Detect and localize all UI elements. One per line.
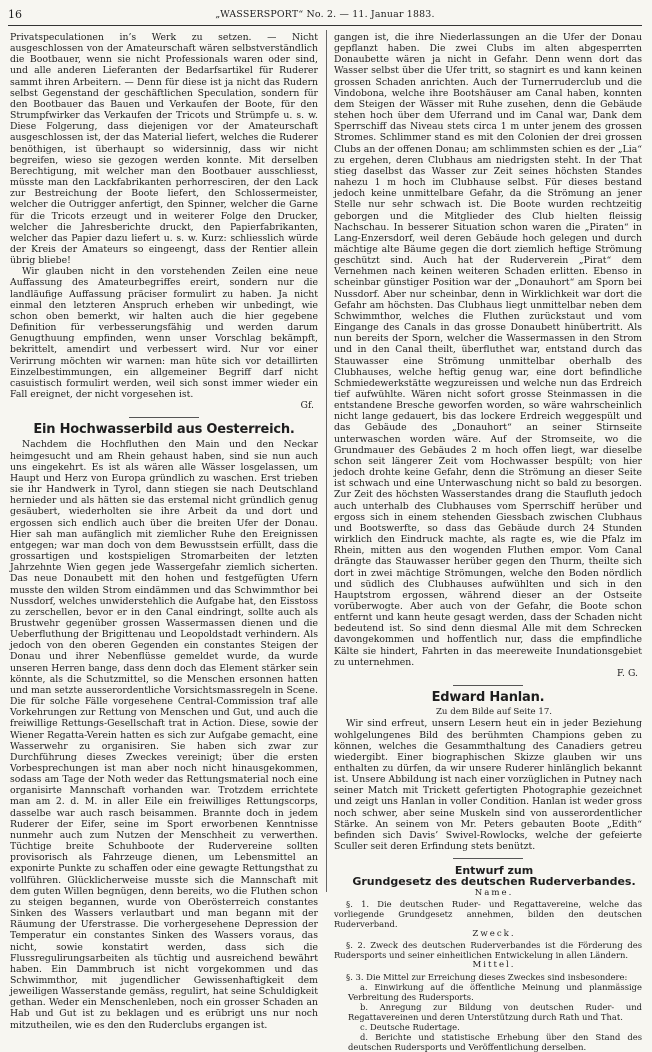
headline-hochwasser: Ein Hochwasserbild aus Oesterreich.: [33, 422, 295, 438]
list-item: b. Anregung zur Bildung von deutschen Ruder- und Regattavereinen und deren Unterstützung durch Rath und That.: [348, 1001, 642, 1022]
section-divider: [453, 858, 523, 859]
hanlan-subtitle: Zu dem Bilde auf Seite 17.: [435, 707, 553, 718]
section-name: Name.: [474, 887, 514, 898]
headline-hanlan: Edward Hanlan.: [431, 690, 545, 706]
running-head: „WASSERSPORT“ No. 2. — 11. Januar 1883.: [215, 9, 435, 20]
section-divider: [129, 417, 199, 418]
entwurf-heading-2: Grundgesetz des deutschen Ruderverbandes.: [352, 875, 636, 889]
page-header: [8, 8, 642, 24]
section-zweck: Zweck.: [472, 929, 516, 939]
list-item: d. Berichte und statistische Erhebung über den Stand des deutschen Rudersports und Veröffentlichung derselben.: [348, 1032, 642, 1052]
paragraph-1: §. 1. Die deutschen Ruder- und Regattavereine, welche das vorliegende Grundgesetz annehmen, bilden den deutschen Ruderverband.: [334, 898, 642, 929]
entwurf-heading-1: Entwurf zum: [454, 864, 534, 878]
signature-gf: Gf.: [300, 400, 314, 412]
hochwasser-body: Nachdem die Hochfluthen den Main und den Neckar heimgesucht und am Rhein gehaust haben, sind sie nun auch uns eingekehrt. Es ist als wären alle Wässer losgelassen, um Haupt und Herz von Europa gründlich zu waschen. Erst trieben sie ihr Handwerk in Tyrol, dann stiegen sie nach Deutschland hernieder und als hätten sie das erstemal nicht gründlich genug gesäubert, wiederholten sie ihre Arbeit da und dort und ergossen sich endlich auch über die breiten Ufer der Donau. Hier sah man aufänglich mit ziemlicher Ruhe den Ereignissen entgegen; war man doch von dem Bewusstsein erfüllt, dass die grossartigen und kostspieligen Stromarbeiten der letzten Jahrzehnte Wien gegen jede Wassergefahr ziemlich sicherten. Das neue Donaubett mit den hohen und festgefügten Ufern musste den wilden Strom eindämmen und das Schwimmthor bei Nussdorf, welches unwiderstehlich die Aufgabe hat, den Eisstoss zu zerschellen, bevor er in den Canal eindringt, sollte auch als Brustwehr gegenüber grossen Wassermassen dienen und die Ueberfluthung der Brigittenau und Leopoldstadt verhindern. Als jedoch von den oberen Gegenden ein constantes Steigen der Donau und ihrer Nebenflüsse gemeldet wurde, da wurde unseren Herren bange, dass denn doch das Element stärker sein könnte, als die Schutzmittel, so die Menschen ersonnen hatten und man setzte ausserordentliche Vorsichtsmassregeln in Scene. Die für solche Fälle vorgesehene Central-Commission traf alle Vorkehrungen zur Rettung von Menschen und Gut, und auch die freiwillige Rettungs-Gesellschaft trat in Action. Diese, sowie der Wiener Regatta-Verein hatten es sich zur Aufgabe gemacht, eine Wasserwehr zu organisiren. Sie haben sich zwar zur Durchführung dieses Zweckes vereinigt; über die ersten Vorbesprechungen ist man aber noch nicht hinausgekommen, sodass am Tage der Noth weder das Rettungsmaterial noch eine organisirte Mannschaft vorhanden war. Trotzdem errichtete man am 2. d. M. in aller Eile ein freiwilliges Rettungscorps, dasselbe war auch rasch beisammen. Brannte doch in jedem Ruderer der Eifer, seine im Sport erworbenen Kenntnisse nunmehr auch zum Nutzen der Menschheit zu verwerthen. Tüchtige breite Schuhboote der Rudervereine sollten provisorisch als Fahrzeuge dienen, um Lebensmittel an exponirte Punkte zu schaffen oder eine gewagte Rettungsthat zu vollführen. Glücklicherweise musste sich die Mannschaft mit dem guten Willen begnügen, denn bereits, wo die Fluthen schon zu steigen begannen, wurde von Oberösterreich constantes Sinken des Wassers verlautbart und man begann mit der Räumung der Uferstrasse. Die vorhergesehene Depression der Temperatur ein constantes Sinken des Wassers voraus, das nicht, sowie konstatirt werden, dass sich die Flussregulirungsarbeiten als tüchtig und ausreichend bewährt haben. Ein Dammbruch ist nicht vorgekommen und das Schwimmthor, mit jugendlicher Gewissenhaftigkeit dem jeweiligen Wasserstande gemäss, regulirt, hat seine Schuldigkeit gethan. Weder ein Menschenleben, noch ein grosser Schaden an Hab und Gut ist zu beklagen und es erübrigt uns nur noch mitzutheilen, wie es den den Ruderclubs ergangen ist.: [10, 439, 318, 1031]
list-item: a. Einwirkung auf die öffentliche Meinung und planmässige Verbreitung des Rudersports.: [348, 981, 642, 1002]
column-divider: [326, 30, 327, 892]
hanlan-body: Wir sind erfreut, unsern Lesern heut ein in jeder Beziehung wohlgelungenes Bild des berühmten Champions geben zu können, welches die Gesammthaltung des Canadiers getreu wiedergibt. Einer biographischen Skizze glauben wir uns enthalten zu dürfen, da wir unsere Ruderer hinlänglich bekannt ist. Unsere Abbildung ist nach einer vorzüglichen in Putney nach seiner Match mit Trickett gefertigten Photographie gezeichnet und zeigt uns Hanlan in voller Condition. Hanlan ist weder gross noch schwer, aber seine Muskeln sind von ausserordentlicher Stärke. An seinem von Mr. Peters gebauten Boote „Edith“ befinden sich Davis’ Swivel-Rowlocks, welche der gefeierte Sculler seit deren Erfindung stets benützt.: [334, 718, 642, 853]
signature-fg: F. G.: [617, 667, 638, 679]
article-conclusion: Wir glauben nicht in den vorstehenden Zeilen eine neue Auffassung des Amateurbegriffes ereirt, sondern nur die landläufige Auffassung präciser formulirt zu haben. Ja nicht einmal den letzteren Anspruch erheben wir unbedingt, wie schon oben bemerkt, wir halten auch die hier gegebene Definition für verbesserungsfähig und werden darum Genugthuung empfinden, wenn unser Vorschlag bekämpft, bekrittelt, amendirt und verbessert wird. Nur vor einer Verirrung möchten wir warnen: man hüte sich vor detaillirten Einzelbestimmungen, ein allgemeiner Begriff darf nicht casuistisch formulirt werden, weil sich sonst immer wieder ein Fall ereignet, der nicht vorgesehen ist.: [10, 266, 318, 400]
list-item: c. Deutsche Rudertage.: [360, 1021, 460, 1032]
paragraph-2: §. 2. Zweck des deutschen Ruderverbandes ist die Förderung des Rudersports und seiner einheitlichen Entwickelung in allen Ländern.: [334, 940, 642, 961]
left-column: [10, 32, 318, 1031]
right-column: [334, 32, 642, 1052]
section-divider: [453, 685, 523, 686]
article-continuation: Privatspeculationen in’s Werk zu setzen. — Nicht ausgeschlossen von der Amateurschaft wären selbstverständlich die Bootbauer, wenn sie nicht Professionals waren oder sind, und alle anderen Lieferanten der Bedarfsartikel für Ruderer sammt ihren Arbeitern. — Denn für diese ist ja nicht das Rudern selbst Gegenstand der geschäftlichen Speculation, sondern für den Bootbauer das Bauen und Verkaufen der Boote, für den Strumpfwirker das Verkaufen der Tricots und Strümpfe u. s. w. Diese Folgerung, dass diejenigen vor der Amateurschaft ausgeschlossen ist, der das Material liefert, welches die Ruderer benöthigen, ist überhaupt so widersinnig, dass wir nicht begreifen, wieso sie gezogen werden konnte. Mit derselben Berechtigung, mit welcher man den Bootbauer ausschliesst, müsste man den Lackfabrikanten perhorresciren, der den Lack zur Bestreichung der Boote liefert, den Schlossermeister, welcher die Outrigger anfertigt, den Spinner, welcher die Garne für die Tricots erzeugt und in weiterer Folge den Drucker, welcher die Jahresberichte druckt, den Papierfabrikanten, welcher das Papier dazu liefert u. s. w. Kurz: schliesslich würde der Kreis der Amateurs so eingeengt, dass der Rentier allein übrig bliebe!: [10, 32, 318, 267]
header-rule: [8, 25, 642, 26]
hochwasser-continuation: gangen ist, die ihre Niederlassungen an die Ufer der Donau gepflanzt haben. Die zwei Clubs im alten abgesperrten Donaubette wären ja nicht in Gefahr. Denn wenn dort das Wasser selbst über die Ufer tritt, so stagnirt es und kann keinen grossen Schaden anrichten. Auch der Turnerruderclub und die Vindobona, welche ihre Bootshäuser am Canal haben, konnten dem Steigen der Wässer mit Ruhe zusehen, denn die Gebäude stehen hoch über dem Uferrand und im Canal war, Dank dem Sperrschiff das Niveau stets circa 1 m unter jenem des grossen Stromes. Schlimmer stand es mit den Colonien der drei grossen Clubs an der offenen Donau; am schlimmsten schien es der „Lia“ zu ergehen, deren Clubhaus am niedrigsten steht. In der That stieg daselbst das Wasser zur Zeit seines höchsten Standes nahezu 1 m hoch im Clubhause selbst. Für dieses bestand jedoch keine unmittelbare Gefahr, da die Strömung an jener Stelle nur sehr schwach ist. Die Boote wurden rechtzeitig geborgen und die Mitglieder des Club hielten fleissig Nachschau. In besserer Situation schon waren die „Piraten“ in Lang-Enzersdorf, weil deren Gebäude hoch gelegen und durch mächtige alte Bäume gegen die dort ziemlich heftige Strömung geschützt sind. Auch hat der Ruderverein „Pirat“ dem Vernehmen nach keinen weiteren Schaden erlitten. Ebenso in scheinbar günstiger Position war der „Donauhort“ am Sporn bei Nussdorf. Aber nur scheinbar, denn in Wirklichkeit war dort die Gefahr am höchsten. Das Clubhaus liegt unmittelbar neben dem Schwimmthor, welches die Fluthen zurückstaut und vom Eingange des Canals in das grosse Donaubett hinübertritt. Als nun bereits der Sporn, welcher die Wassermassen in den Strom und in den Canal theilt, überfluthet war, entstand durch das Stauwasser eine Strömung unmittelbar oberhalb des Clubhauses, welche heftig genug war, eine dort befindliche Schmiedewerkstätte wegzureissen und welche nun das Erdreich tief aufwühlte. Wären nicht sofort grosse Steinmassen in die entstandene Bresche geworfen worden, so wäre wahrscheinlich nicht lange gedauert, bis das lockere Erdreich weggespült und das Gebäude des „Donauhort“ an seiner Stirnseite unterwaschen worden wäre. Auf der Stromseite, wo die Grundmauer des Gebäudes 2 m hoch offen liegt, war dieselbe schon seit längerer Zeit vom Hochwasser bespült; von hier jedoch drohte keine Gefahr, denn die Strömung an dieser Seite ist schwach und eine Unterwaschung nicht so bald zu besorgen. Zur Zeit des höchsten Wasserstandes drang die Staufluth jedoch auch unterhalb des Clubhauses vom Sperrschiff herüber und ergoss sich in einem stehenden Giessbach zwischen Clubhaus und Bootswerfte, so dass das Gebäude durch 24 Stunden wirklich den Eindruck machte, als ragte es, wie die Pfalz im Rhein, mitten aus den wogenden Fluthen empor. Vom Canal drängte das Stauwasser herüber gegen den Thurm, theilte sich dort in zwei mächtige Strömungen, welche den Boden nördlich und südlich des Clubhauses aufwühlten und sich in den Hauptstrom ergossen, während dieser an der Ostseite vorüberwogte. Aber auch von der Gefahr, die Boote schon entfernt und kann heute gesagt werden, dass der Schaden nicht bedeutend ist. So sind denn diesmal Alle mit dem Schrecken davongekommen und hoffentlich nur, dass die empfindliche Kälte sie hindert, Fahrten in das meereweite Inundationsgebiet zu unternehmen.: [334, 32, 642, 668]
page-number: 16: [8, 8, 22, 21]
section-mittel: Mittel.: [472, 960, 516, 971]
paragraph-3: §. 3. Die Mittel zur Erreichung dieses Zweckes sind insbesondere:: [346, 971, 628, 982]
